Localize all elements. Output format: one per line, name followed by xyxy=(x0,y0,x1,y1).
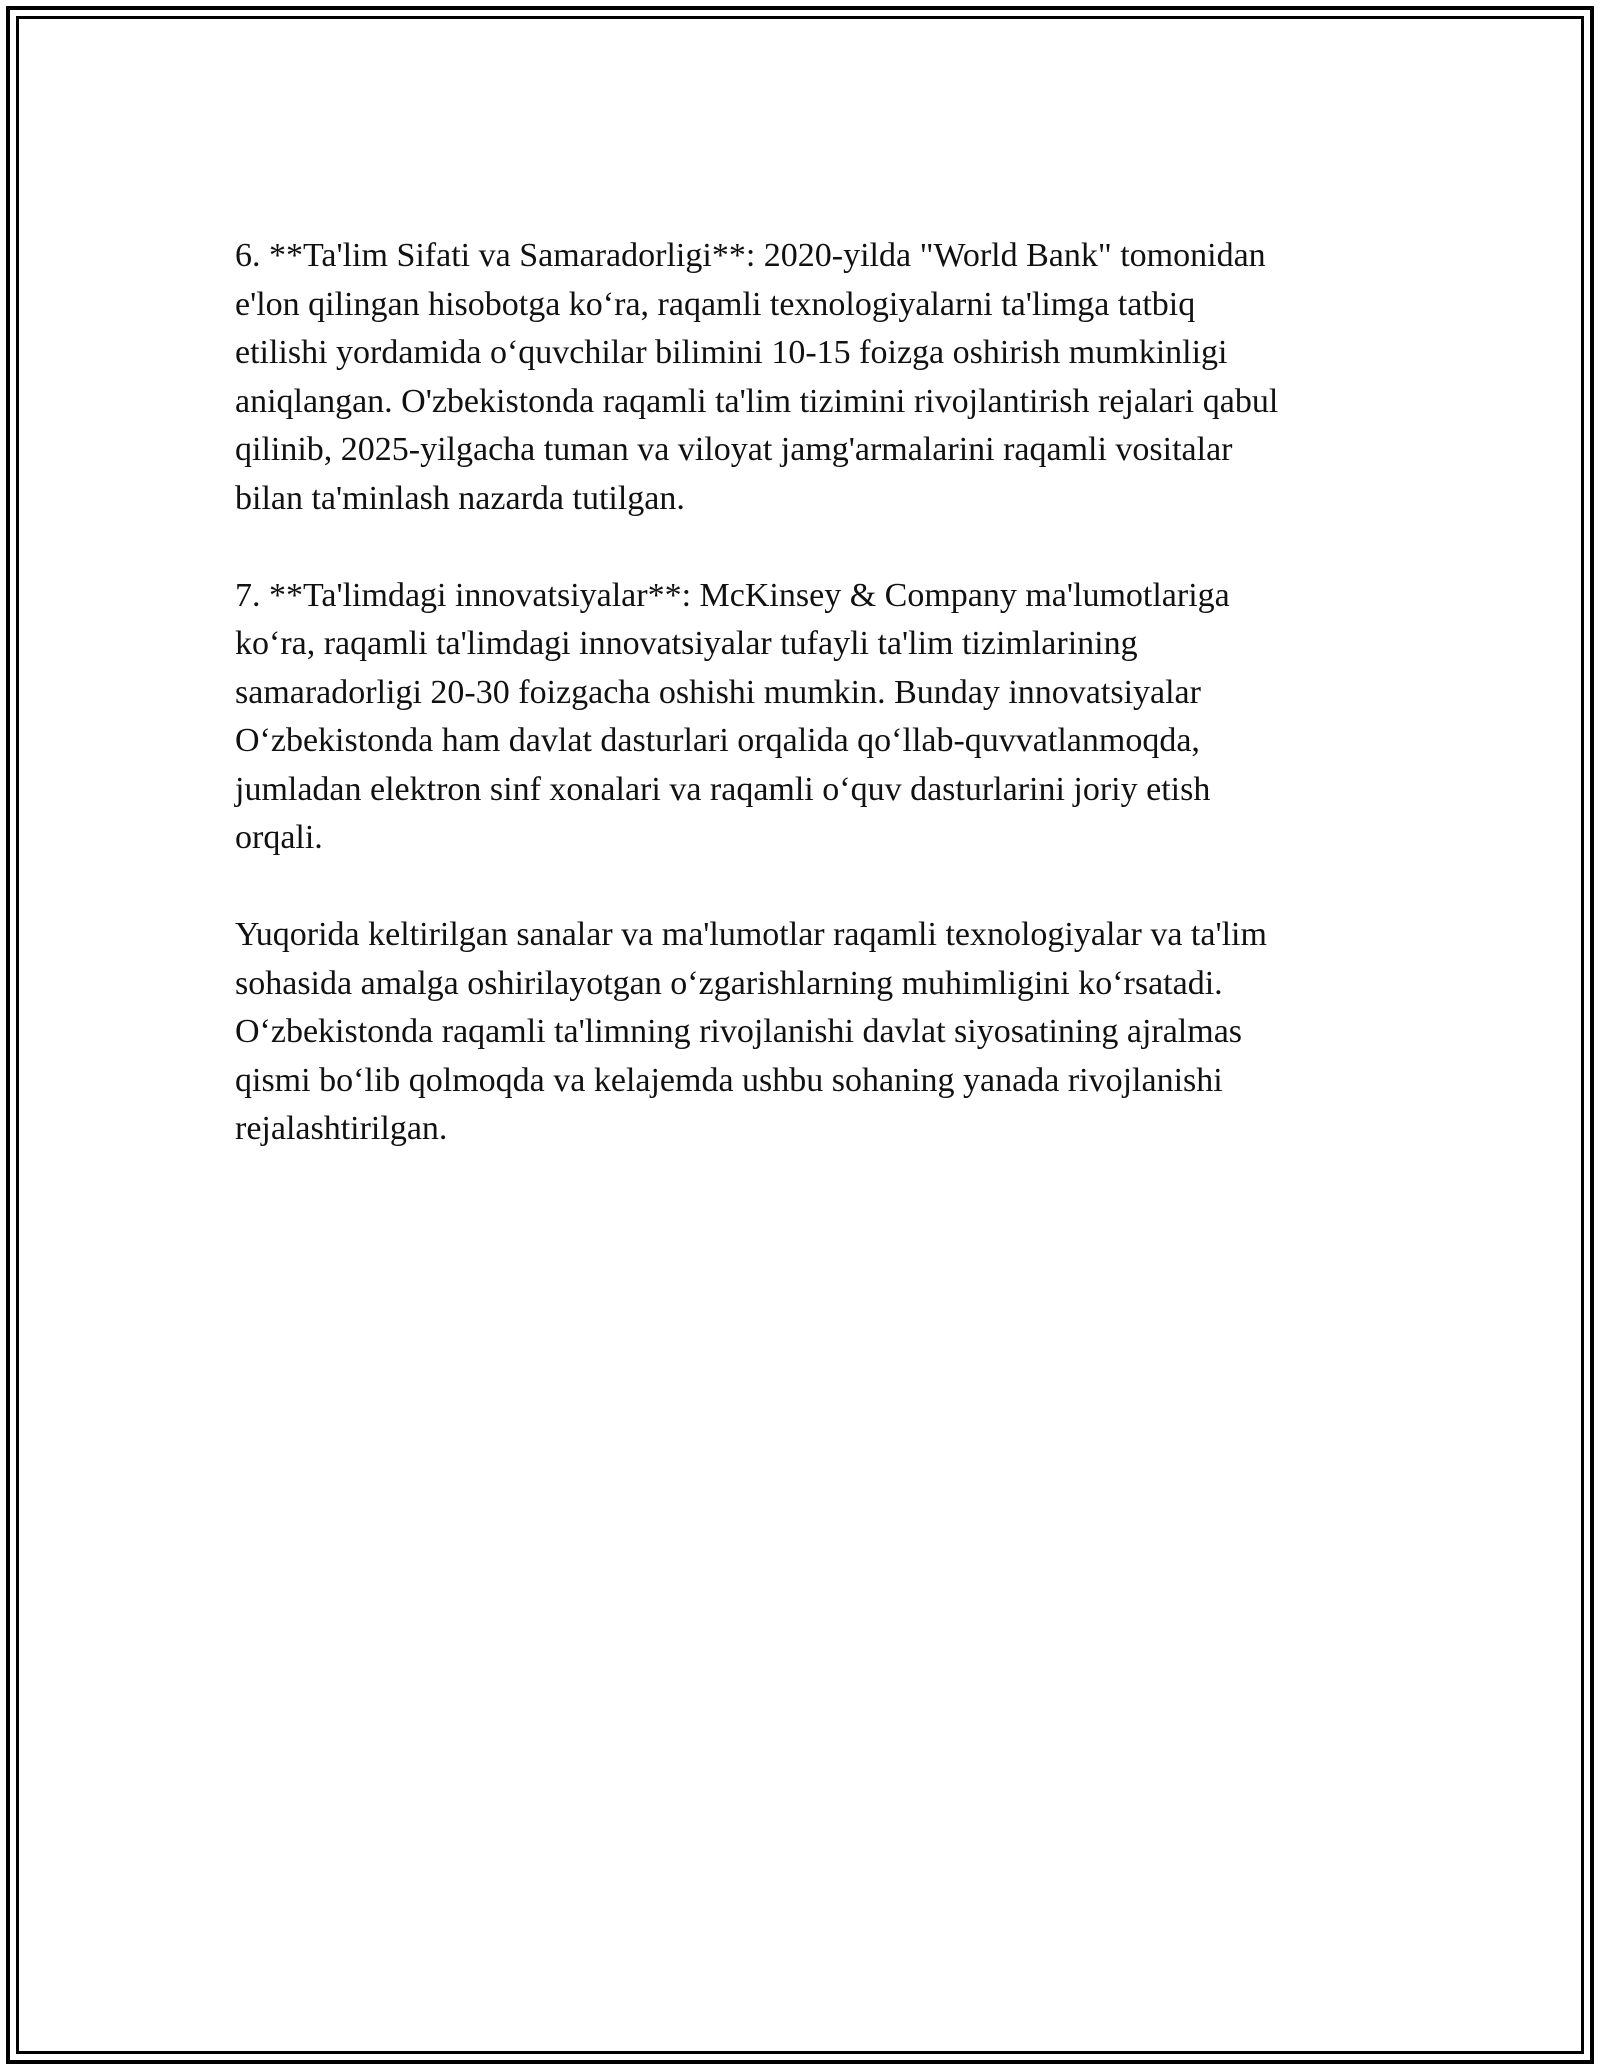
paragraph-conclusion: Yuqorida keltirilgan sanalar va ma'lumotlar raqamli texnologiyalar va ta'lim sohasida amalga oshirilayotgan o‘zgarishlarning muhimligini ko‘rsatadi. O‘zbekistonda raqamli ta'limning rivojlanishi davlat siyosatining ajralmas qismi bo‘lib qolmoqda va kelajemda ushbu sohaning yanada rivojlanishi rejalashtirilgan. xyxy=(235,916,1267,1147)
paragraph-item-6: 6. **Ta'lim Sifati va Samaradorligi**: 2020-yilda "World Bank" tomonidan e'lon qilingan hisobotga ko‘ra, raqamli texnologiyalarni ta'limga tatbiq etilishi yordamida o‘quvchilar bilimini 10-15 foizga oshirish mumkinligi aniqlangan. O'zbekistonda raqamli ta'lim tizimini rivojlantirish rejalari qabul qilinib, 2025-yilgacha tuman va viloyat jamg'armalarini raqamli vositalar bilan ta'minlash nazarda tutilgan. xyxy=(235,237,1279,517)
paragraph-item-7: 7. **Ta'limdagi innovatsiyalar**: McKinsey & Company ma'lumotlariga ko‘ra, raqamli ta'limdagi innovatsiyalar tufayli ta'lim tizimlarining samaradorligi 20-30 foizgacha oshishi mumkin. Bunday innovatsiyalar O‘zbekistonda ham davlat dasturlari orqalida qo‘llab-quvvatlanmoqda, jumladan elektron sinf xonalari va raqamli o‘quv dasturlarini joriy etish orqali. xyxy=(235,576,1230,856)
document-body xyxy=(235,232,1385,1202)
